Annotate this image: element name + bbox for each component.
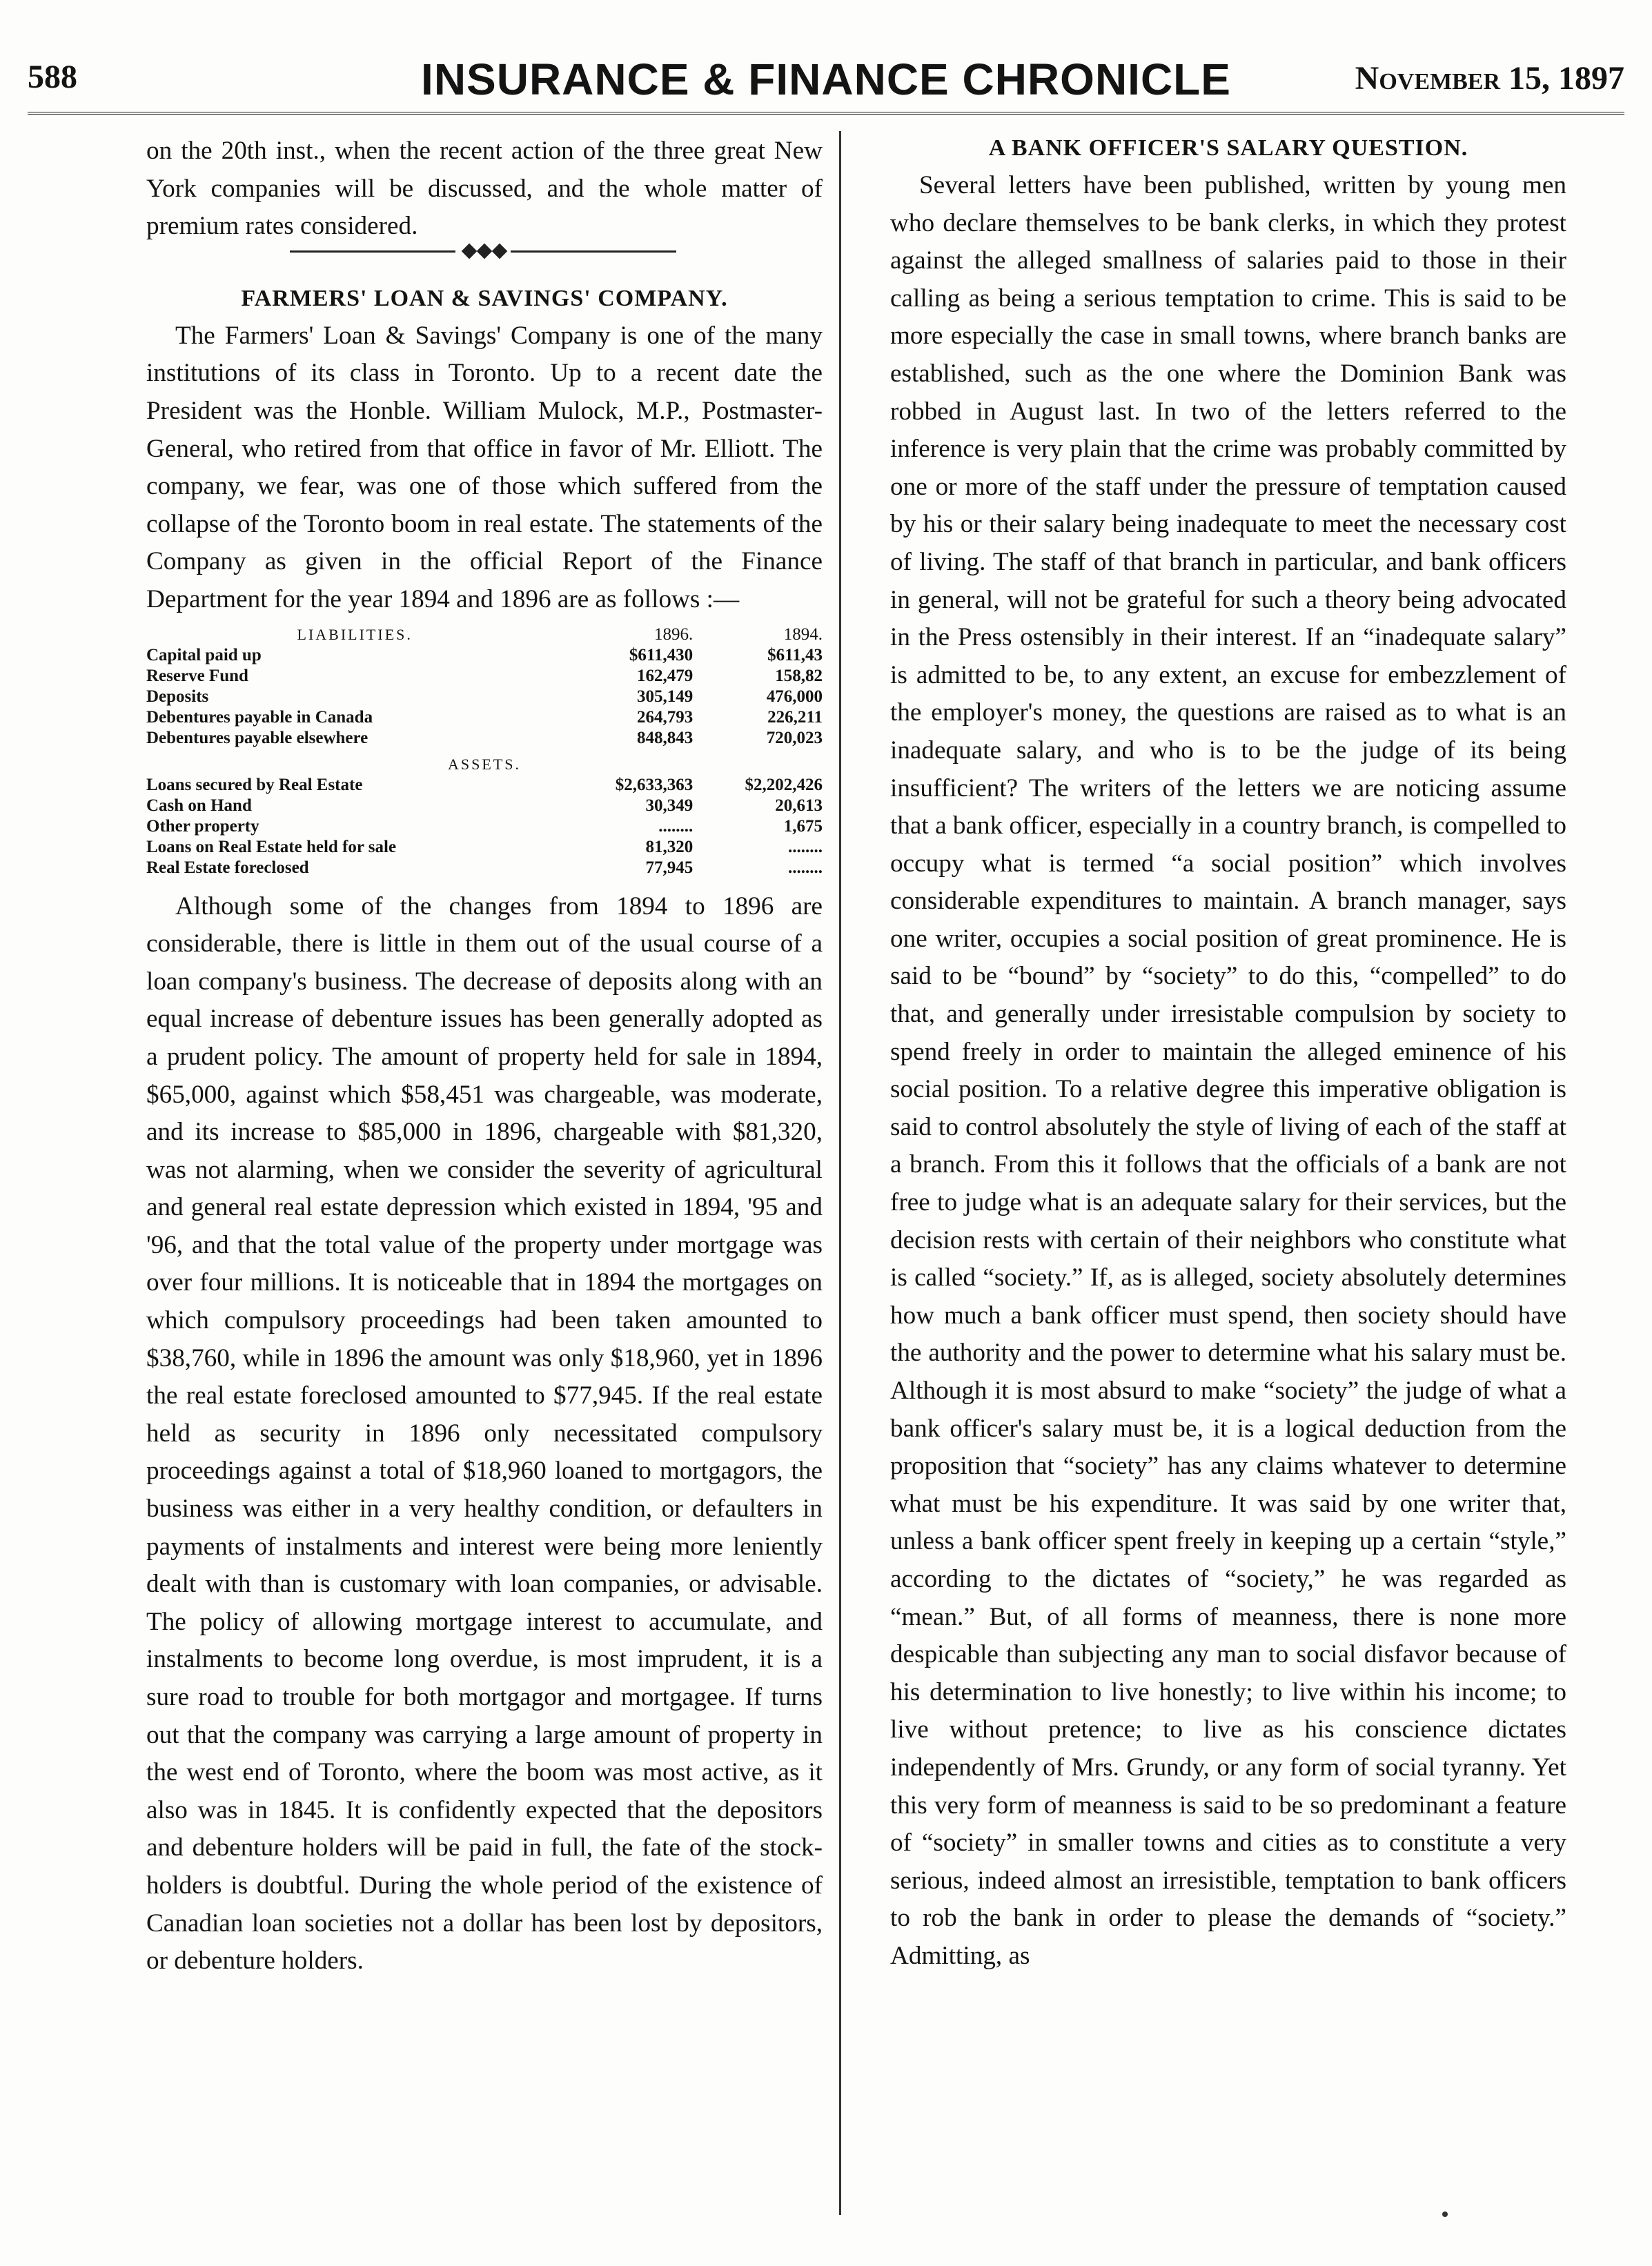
table-row [146,816,823,837]
year-1896-header: 1896. [653,624,694,644]
salary-paragraph: Several letters have been published, written by young men who declare themselves to be bank clerks, in which they protest against the alleged smallness of salaries paid to those in their calling as being a serious temptation to crime. This is said to be more especially the case in small towns, where branch banks are established, such as the one where the Dominion Bank was robbed in August last. In two of the letters referred to the inference is very plain that the crime was probably committed by one or more of the staff under the pressure of temptation caused by his or their salary being inadequate to meet the necessary cost of living. The staff of that branch in particular, and bank officers in general, will not be grateful for such a theory being advocated in the Press ostensibly in their interest. If an “inadequate salary” is admitted to be, to any extent, an excuse for embezzlement of the employer's money, the questions are raised as to what is an inadequate salary, and who is to be the judge of its being insufficient? The writers of the letters we are noticing assume that a bank officer, especially in a country branch, is compelled to occupy what is termed “a social position” which involves considerable expenditures to maintain. A branch manager, says one writer, occupies a social position of great prominence. He is said to be “bound” by “society” to do this, “compelled” to do that, and generally under irresistable compulsion by society to spend freely in order to maintain the alleged eminence of his social position. To a relative degree this imperative obligation is said to control absolutely the style of living of each of the staff at a branch. From this it follows that the officials of a bank are not free to judge what is an adequate salary for their services, but the decision rests with certain of their neighbors who constitute what is called “society.” If, as is alleged, society absolutely determines how much a bank officer must spend, then society should have the authority and the power to determine what his salary must be. Although it is most absurd to make “society” the judge of what a bank officer's salary must be, it is a logical deduction from the proposition that “society” has any claims whatever to determine what must be his expenditure. It was said by one writer that, unless a bank officer spent freely in keeping up a certain “style,” according to the dictates of “society,” he was regarded as “mean.” But, of all forms of meanness, there is none more despicable than subjecting any man to social disfavor because of his determination to live honestly; to live within his income; to live without pretence; to live as his conscience dictates independently of Mrs. Grundy, or any form of social tyranny. Yet this very form of meanness is said to be so predominant a feature of “society” in smaller towns and cities as to constitute a very serious, indeed almost an irresistible, temptation to bank officers to rob the bank in order to please the demands of “society.” Admitting, as [890,171,1566,1970]
value-1894: 226,211 [767,707,823,727]
value-1896: ........ [658,816,694,836]
table-row [146,666,823,687]
value-1896: 77,945 [645,858,694,877]
row-label: Reserve Fund [146,666,248,685]
intro-paragraph: on the 20th inst., when the recent action of the three great New York companies will be discussed, and the whole matter of premium rates considered. [146,137,823,241]
value-1896: 264,793 [636,707,694,727]
table-row [146,858,823,878]
left-column [146,132,823,1980]
financial-statement-table [146,624,823,878]
value-1896: 81,320 [645,837,694,856]
value-1896: 848,843 [636,728,694,747]
page-header [28,50,1624,115]
farmers-paragraph-1: The Farmers' Loan & Savings' Company is one of the many institutions of its class in Toronto. Up to a recent date the President was the Honble. William Mulock, M.P., Postmaster-General, who retired from that office in favor of Mr. Elliott. The company, we fear, was one of those which suffered from the collapse of the Toronto boom in real estate. The statements of the Company as given in the official Report of the Finance Department for the year 1894 and 1896 are as follows :— [146,321,823,613]
table-row [146,837,823,858]
year-1894-header: 1894. [783,624,823,644]
table-row [146,645,823,666]
row-label: Loans secured by Real Estate [146,775,363,794]
farmers-paragraph-2: Although some of the changes from 1894 to 1896 are considerable, there is little in them out of the usual course of a loan company's business. The decrease of deposits along with an equal increase of debenture issues has been generally adopted as a prudent policy. The amount of property held for sale in 1894, $65,000, against which $58,451 was chargeable, was moderate, and its increase to $85,000 in 1896, chargeable with $81,320, was not alarming, when we consider the severity of agricultural and general real estate depression which existed in 1894, '95 and '96, and that the total value of the property under mortgage was over four millions. It is noticeable that in 1894 the mortgages on which compulsory proceedings had been taken amounted to $38,760, while in 1896 the amount was only $18,960, yet in 1896 the real estate foreclosed amounted to $77,945. If the real estate held as security in 1896 only necessitated compulsory proceedings against a total of $18,960 loaned to mortgagors, the business was either in a very healthy condition, or defaulters in payments of instalments and interest were being more leniently dealt with than is customary with loan companies, or advisable. The policy of allowing mortgage interest to accumulate, and instalments to become long overdue, is most imprudent, it is a sure road to trouble for both mortgagor and mortgagee. If turns out that the company was carrying a large amount of property in the west end of Toronto, where the boom was most active, as it also was in 1845. It is confidently expected that the depositors and debenture holders will be paid in full, the fate of the stock-holders is doubtful. During the whole period of the existence of Canadian loan societies not a dollar has been lost by depositors, or debenture holders. [146,891,823,1976]
table-row [146,796,823,816]
row-label: Debentures payable elsewhere [146,728,368,747]
column-divider [839,131,841,2215]
table-row [146,728,823,749]
value-1894: 20,613 [775,796,823,815]
row-label: Debentures payable in Canada [146,707,373,727]
row-label: Loans on Real Estate held for sale [146,837,397,856]
article-heading-farmers: FARMERS' LOAN & SAVINGS' COMPANY. [241,285,728,311]
row-label: Capital paid up [146,645,262,664]
section-ornament [290,244,676,258]
right-column [890,132,1566,1976]
value-1894: 476,000 [766,687,823,706]
value-1894: 158,82 [775,666,823,685]
value-1896: $2,633,363 [615,775,694,794]
page-number: 588 [28,59,77,95]
assets-title-row [146,749,823,775]
value-1894: ........ [788,837,823,856]
assets-title: ASSETS. [448,755,521,773]
row-label: Other property [146,816,259,836]
row-label: Deposits [146,687,209,706]
value-1894: 720,023 [766,728,823,747]
value-1896: 162,479 [636,666,694,685]
value-1896: $611,430 [629,645,694,664]
table-header-row [146,624,823,645]
table-row [146,687,823,707]
footer-dot [1442,2211,1448,2217]
value-1896: 305,149 [636,687,694,706]
value-1894: ........ [788,858,823,877]
publication-title: INSURANCE & FINANCE CHRONICLE [421,55,1231,104]
value-1894: 1,675 [783,816,823,836]
liabilities-title: LIABILITIES. [297,625,413,643]
row-label: Cash on Hand [146,796,252,815]
value-1894: $611,43 [767,645,823,664]
row-label: Real Estate foreclosed [146,858,309,877]
table-row [146,707,823,728]
value-1896: 30,349 [645,796,694,815]
article-heading-salary: A BANK OFFICER'S SALARY QUESTION. [988,135,1468,161]
issue-date: November 15, 1897 [1355,60,1624,97]
table-row [146,775,823,796]
value-1894: $2,202,426 [745,775,823,794]
